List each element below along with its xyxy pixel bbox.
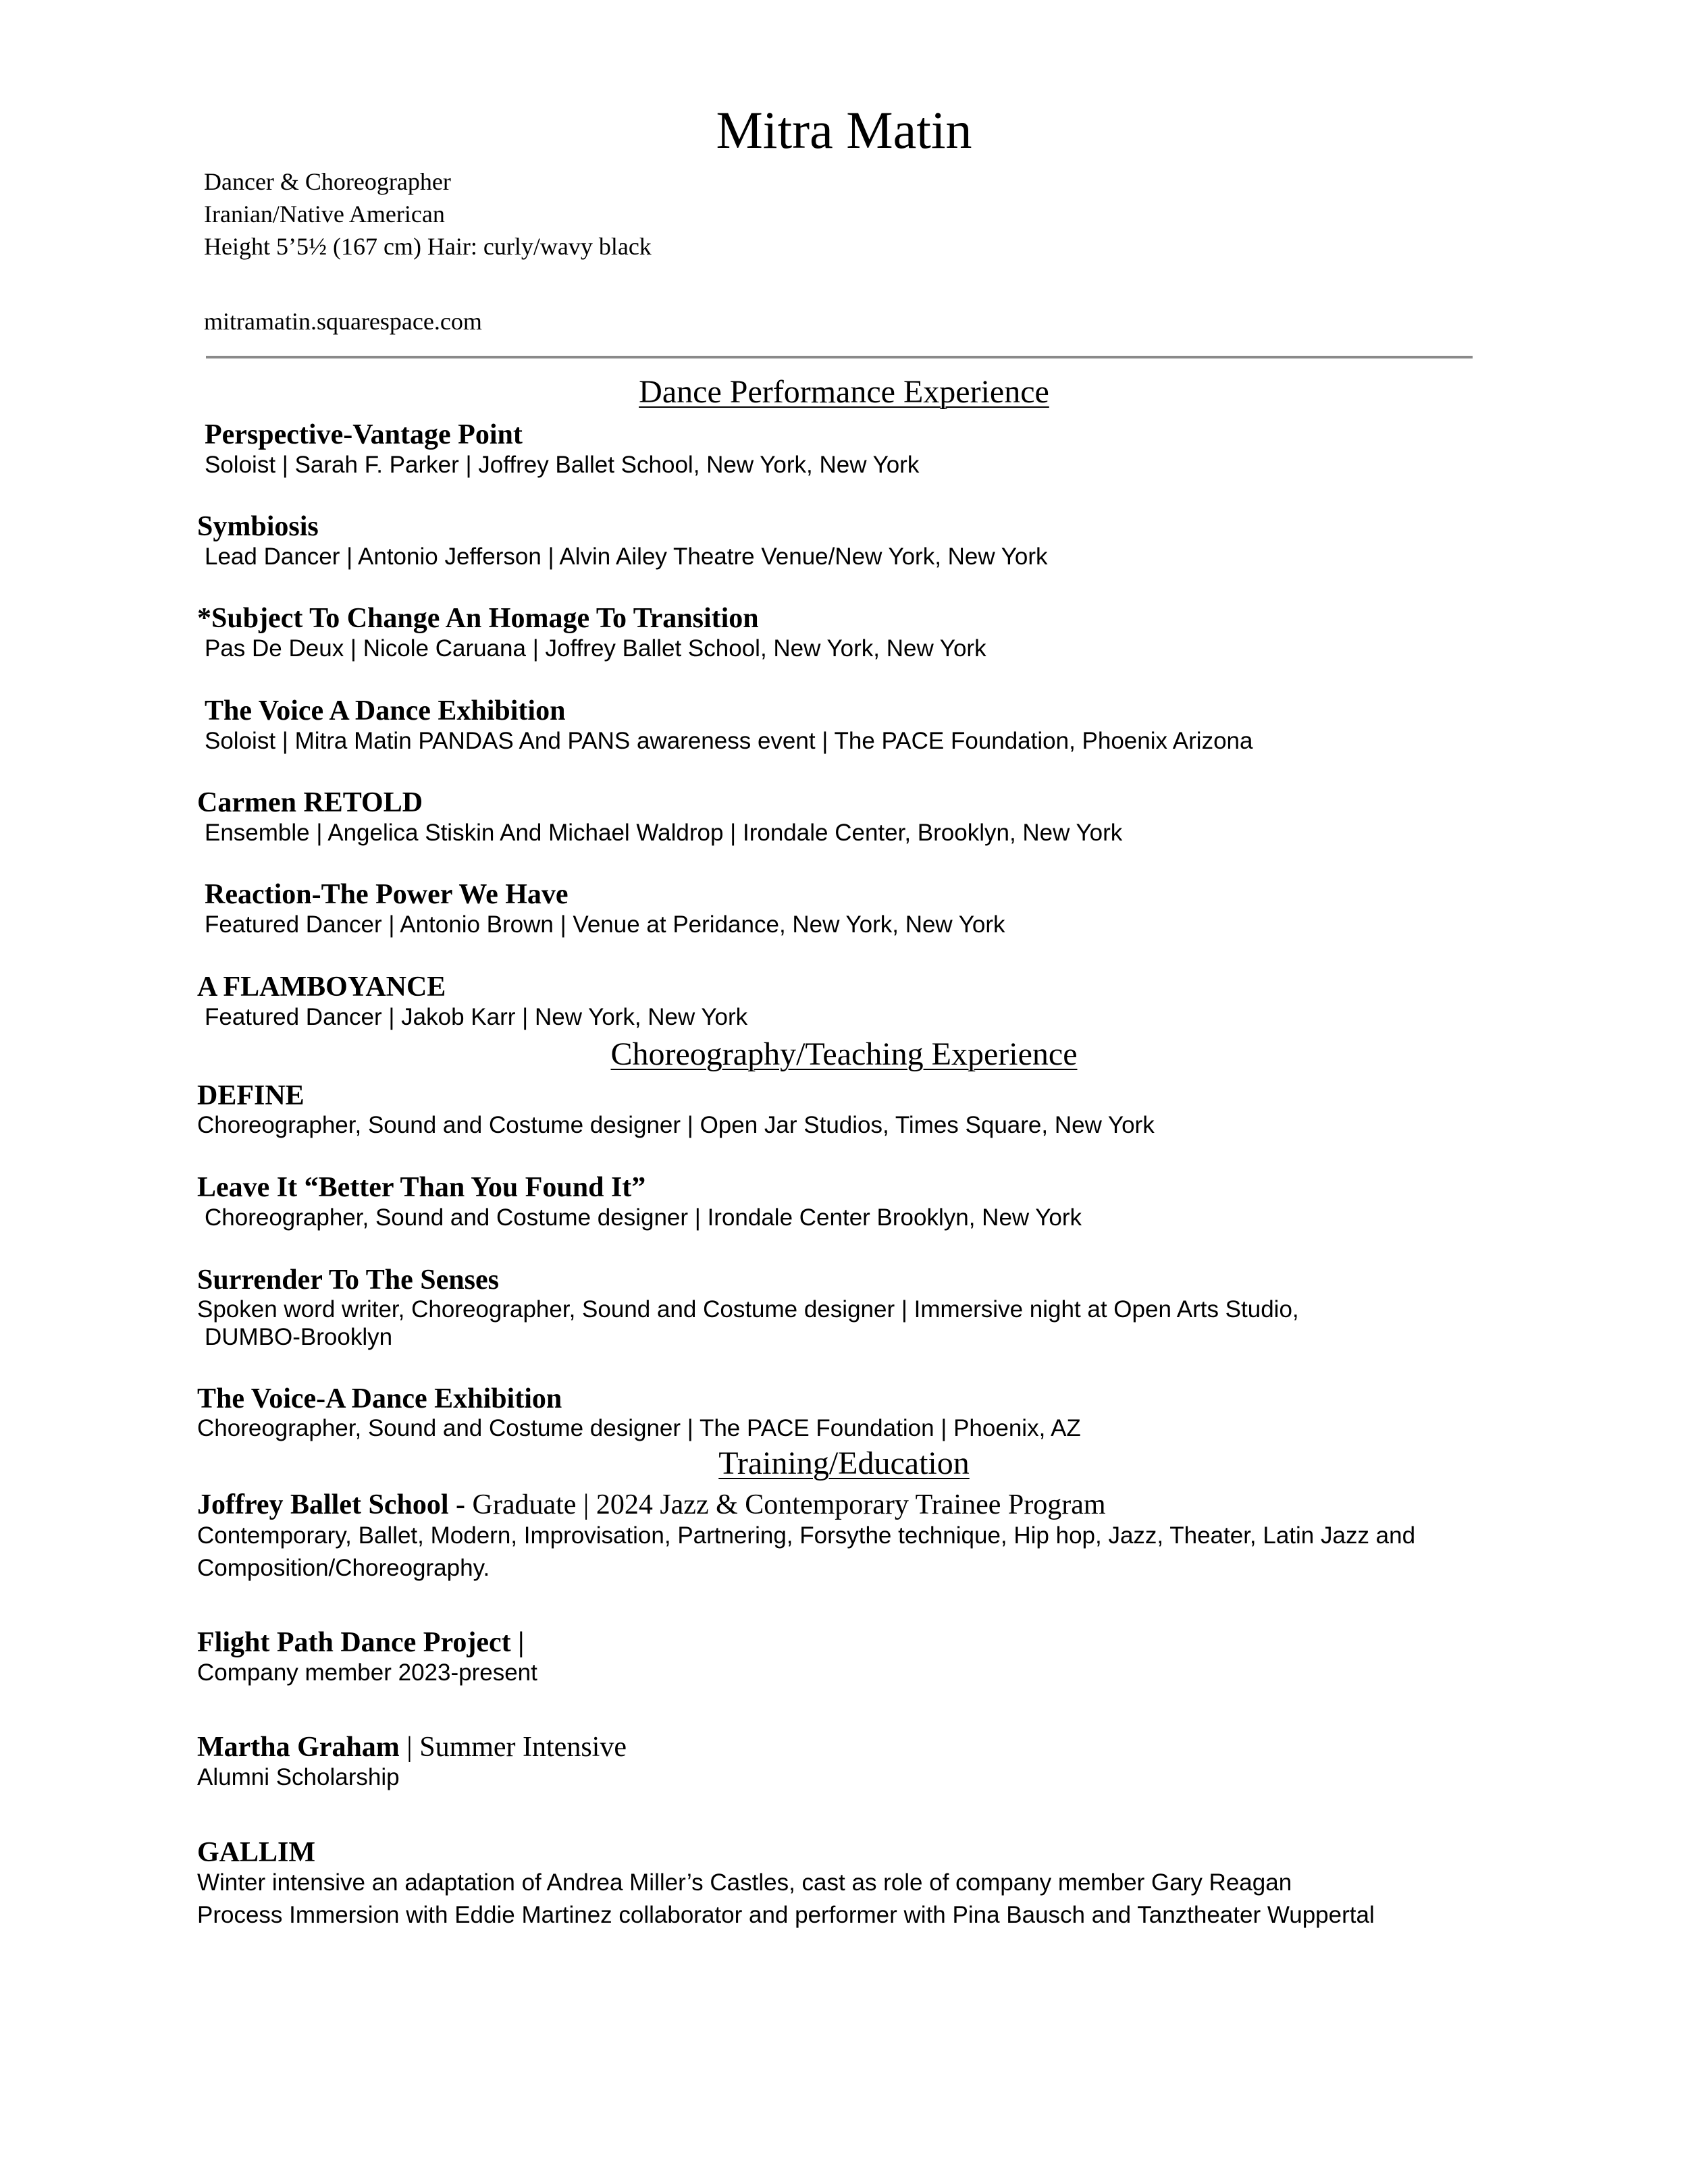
- performance-detail: Soloist | Mitra Matin PANDAS And PANS awareness event | The PACE Foundation, Phoenix Arizona: [205, 728, 1253, 754]
- training-detail: Winter intensive an adaptation of Andrea Miller’s Castles, cast as role of company member Gary Reagan: [197, 1869, 1292, 1896]
- training-detail-continued: Composition/Choreography.: [197, 1555, 490, 1581]
- training-detail: Alumni Scholarship: [197, 1764, 400, 1790]
- training-title-rest: | Summer Intensive: [399, 1732, 627, 1763]
- performance-title: Symbiosis: [197, 511, 319, 542]
- section-heading-performance: Dance Performance Experience: [639, 374, 1049, 410]
- role-line: Dancer & Choreographer: [204, 168, 451, 195]
- performance-detail: Lead Dancer | Antonio Jefferson | Alvin Ailey Theatre Venue/New York, New York: [205, 543, 1048, 570]
- website-link[interactable]: mitramatin.squarespace.com: [204, 308, 482, 335]
- performance-title: Perspective-Vantage Point: [205, 419, 523, 450]
- choreography-title: Leave It “Better Than You Found It”: [197, 1172, 646, 1203]
- performance-title: Carmen RETOLD: [197, 787, 423, 818]
- training-title-bold: Joffrey Ballet School -: [197, 1489, 465, 1520]
- training-title: [197, 1730, 627, 1764]
- choreography-detail-continued: DUMBO-Brooklyn: [205, 1324, 393, 1350]
- performance-title: *Subject To Change An Homage To Transition: [197, 603, 759, 634]
- training-title: Flight Path Dance Project |: [197, 1627, 525, 1658]
- training-title: [197, 1488, 1106, 1522]
- performance-detail: Ensemble | Angelica Stiskin And Michael Waldrop | Irondale Center, Brooklyn, New York: [205, 820, 1123, 846]
- training-detail: Contemporary, Ballet, Modern, Improvisation, Partnering, Forsythe technique, Hip hop, Jazz, Theater, Latin Jazz and: [197, 1522, 1416, 1549]
- performance-title: The Voice A Dance Exhibition: [205, 695, 566, 726]
- training-title: GALLIM: [197, 1837, 316, 1868]
- training-title-bold: Martha Graham: [197, 1732, 400, 1763]
- section-heading-choreography: Choreography/Teaching Experience: [610, 1036, 1078, 1072]
- section-heading-training: Training/Education: [718, 1445, 970, 1481]
- choreography-title: The Voice-A Dance Exhibition: [197, 1383, 562, 1414]
- training-title-rest: Graduate | 2024 Jazz & Contemporary Trainee Program: [465, 1489, 1106, 1520]
- performance-title: Reaction-The Power We Have: [205, 879, 569, 910]
- performance-detail: Soloist | Sarah F. Parker | Joffrey Ballet School, New York, New York: [205, 452, 920, 478]
- choreography-detail: Choreographer, Sound and Costume designer | Irondale Center Brooklyn, New York: [205, 1204, 1082, 1231]
- training-detail-continued: Process Immersion with Eddie Martinez collaborator and performer with Pina Bausch and Tanztheater Wuppertal: [197, 1902, 1375, 1928]
- choreography-detail: Choreographer, Sound and Costume designer | The PACE Foundation | Phoenix, AZ: [197, 1415, 1081, 1441]
- performance-detail: Featured Dancer | Jakob Karr | New York, New York: [205, 1004, 748, 1030]
- physical-line: Height 5’5½ (167 cm) Hair: curly/wavy black: [204, 233, 652, 260]
- performance-detail: Pas De Deux | Nicole Caruana | Joffrey Ballet School, New York, New York: [205, 635, 986, 662]
- resume-name: Mitra Matin: [716, 101, 972, 159]
- training-detail: Company member 2023-present: [197, 1659, 537, 1686]
- choreography-title: Surrender To The Senses: [197, 1264, 499, 1296]
- choreography-detail: Spoken word writer, Choreographer, Sound and Costume designer | Immersive night at Open Arts Studio,: [197, 1296, 1299, 1323]
- choreography-title: DEFINE: [197, 1080, 305, 1111]
- performance-detail: Featured Dancer | Antonio Brown | Venue at Peridance, New York, New York: [205, 911, 1005, 938]
- heritage-line: Iranian/Native American: [204, 201, 445, 228]
- performance-title: A FLAMBOYANCE: [197, 971, 446, 1003]
- header-divider: [206, 356, 1473, 358]
- choreography-detail: Choreographer, Sound and Costume designer | Open Jar Studios, Times Square, New York: [197, 1112, 1155, 1138]
